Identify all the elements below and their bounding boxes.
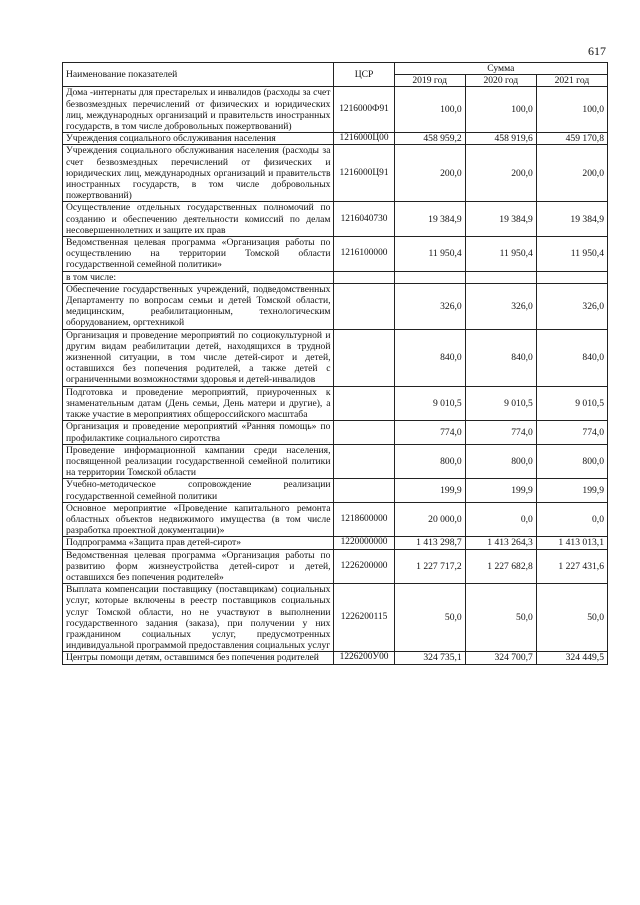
row-name-cell: Проведение информационной кампании среди населения, посвященной реализации государственной семейной политики на территории Томской области xyxy=(63,444,334,479)
row-name-cell: Дома -интернаты для престарелых и инвалидов (расходы за счет безвозмездных перечислений от физических и юридических лиц, международных организаций и правительств иностранных государств, в том числе добровольных пожертвований) xyxy=(63,87,334,133)
row-value-2019: 326,0 xyxy=(394,283,465,329)
row-name-cell: Основное мероприятие «Проведение капитального ремонта областных объектов недвижимого имущества (в том числе разработка проектной документации)» xyxy=(63,502,334,537)
row-value-2019: 100,0 xyxy=(394,87,465,133)
row-code-cell: 1216000Ф91 xyxy=(334,87,394,133)
row-code-cell xyxy=(334,479,394,502)
row-value-2019: 50,0 xyxy=(394,584,465,652)
row-name-cell: Учреждения социального обслуживания населения xyxy=(63,133,334,145)
row-value-2019: 11 950,4 xyxy=(394,237,465,272)
row-name-cell: Обеспечение государственных учреждений, подведомственных Департаменту по вопросам семьи и детей Томской области, медицинским, реабилитационным, технологическим оборудованием, оргтехникой xyxy=(63,283,334,329)
table-row xyxy=(63,133,608,145)
row-name-cell: Учреждения социального обслуживания населения (расходы за счет безвозмездных перечислений от физических и юридических лиц, международных организаций и правительств иностранных государств, в том числе добровольных пожертвований) xyxy=(63,145,334,202)
row-value-2020: 326,0 xyxy=(465,283,536,329)
row-code-cell: 1216000Ц91 xyxy=(334,145,394,202)
table-row xyxy=(63,386,608,421)
row-value-2019: 19 384,9 xyxy=(394,202,465,237)
row-value-2021: 1 413 013,1 xyxy=(536,537,607,549)
header-sum: Сумма xyxy=(394,63,607,75)
table-row xyxy=(63,329,608,386)
row-value-2020: 774,0 xyxy=(465,421,536,444)
row-value-2019: 774,0 xyxy=(394,421,465,444)
row-code-cell xyxy=(334,283,394,329)
table-row xyxy=(63,584,608,652)
row-value-2021: 9 010,5 xyxy=(536,386,607,421)
table-row xyxy=(63,479,608,502)
table-row xyxy=(63,444,608,479)
row-value-2021: 19 384,9 xyxy=(536,202,607,237)
row-code-cell xyxy=(334,386,394,421)
row-value-2019: 199,9 xyxy=(394,479,465,502)
row-value-2020 xyxy=(465,271,536,283)
row-code-cell: 1226200000 xyxy=(334,549,394,584)
row-value-2020: 19 384,9 xyxy=(465,202,536,237)
row-value-2021 xyxy=(536,271,607,283)
row-value-2020: 840,0 xyxy=(465,329,536,386)
row-code-cell: 1216040730 xyxy=(334,202,394,237)
row-value-2019: 9 010,5 xyxy=(394,386,465,421)
row-value-2019: 458 959,2 xyxy=(394,133,465,145)
row-value-2019: 324 735,1 xyxy=(394,652,465,664)
row-value-2020: 200,0 xyxy=(465,145,536,202)
row-code-cell: 1220000000 xyxy=(334,537,394,549)
row-code-cell: 1226200У00 xyxy=(334,652,394,664)
row-value-2021: 326,0 xyxy=(536,283,607,329)
table-row xyxy=(63,421,608,444)
table-row xyxy=(63,549,608,584)
header-name: Наименование показателей xyxy=(63,63,334,87)
row-value-2020: 1 227 682,8 xyxy=(465,549,536,584)
row-value-2020: 1 413 264,3 xyxy=(465,537,536,549)
page-number: 617 xyxy=(588,44,606,58)
row-value-2020: 9 010,5 xyxy=(465,386,536,421)
row-value-2021: 200,0 xyxy=(536,145,607,202)
row-value-2021: 324 449,5 xyxy=(536,652,607,664)
row-value-2020: 100,0 xyxy=(465,87,536,133)
table-body xyxy=(63,87,608,664)
table-row xyxy=(63,202,608,237)
row-name-cell: Ведомственная целевая программа «Организация работы по развитию форм жизнеустройства детей-сирот и детей, оставшихся без попечения родителей» xyxy=(63,549,334,584)
header-year-2021: 2021 год xyxy=(536,75,607,87)
header-code: ЦСР xyxy=(334,63,394,87)
table-row xyxy=(63,283,608,329)
table-row xyxy=(63,87,608,133)
row-code-cell xyxy=(334,421,394,444)
row-value-2021: 774,0 xyxy=(536,421,607,444)
row-name-cell: Выплата компенсации поставщику (поставщикам) социальных услуг, которые включены в реестр поставщиков социальных услуг Томской области, но не участвуют в выполнении государственного задания (заказа), при получении у них гражданином социальных услуг, предусмотренных индивидуальной программой предоставления социальных услуг xyxy=(63,584,334,652)
row-code-cell: 1216100000 xyxy=(334,237,394,272)
row-name-cell: Организация и проведение мероприятий по социокультурной и другим видам реабилитации детей, находящихся в трудной жизненной ситуации, в том числе детей-сирот и детей, оставшихся без попечения родителей, а также детей с ограниченными возможностями здоровья и детей-инвалидов xyxy=(63,329,334,386)
row-value-2021: 800,0 xyxy=(536,444,607,479)
row-value-2020: 800,0 xyxy=(465,444,536,479)
row-name-cell: Организация и проведение мероприятий «Ранняя помощь» по профилактике социального сиротства xyxy=(63,421,334,444)
row-value-2020: 199,9 xyxy=(465,479,536,502)
table-row xyxy=(63,537,608,549)
row-value-2019: 20 000,0 xyxy=(394,502,465,537)
row-code-cell xyxy=(334,271,394,283)
row-value-2019: 200,0 xyxy=(394,145,465,202)
row-value-2021: 0,0 xyxy=(536,502,607,537)
row-value-2021: 50,0 xyxy=(536,584,607,652)
table-row xyxy=(63,271,608,283)
row-value-2021: 100,0 xyxy=(536,87,607,133)
table-row xyxy=(63,145,608,202)
row-value-2020: 11 950,4 xyxy=(465,237,536,272)
row-value-2021: 1 227 431,6 xyxy=(536,549,607,584)
row-value-2021: 11 950,4 xyxy=(536,237,607,272)
row-value-2021: 199,9 xyxy=(536,479,607,502)
row-value-2019: 1 227 717,2 xyxy=(394,549,465,584)
row-code-cell: 1218600000 xyxy=(334,502,394,537)
table-row xyxy=(63,502,608,537)
budget-table xyxy=(62,62,608,665)
row-value-2019: 1 413 298,7 xyxy=(394,537,465,549)
table-row xyxy=(63,652,608,664)
row-name-cell: Подготовка и проведение мероприятий, приуроченных к знаменательным датам (День семьи, День матери и другие), а также участие в мероприятиях общероссийского масштаба xyxy=(63,386,334,421)
row-code-cell: 1226200115 xyxy=(334,584,394,652)
row-value-2020: 458 919,6 xyxy=(465,133,536,145)
row-value-2019: 840,0 xyxy=(394,329,465,386)
header-year-2020: 2020 год xyxy=(465,75,536,87)
row-value-2019 xyxy=(394,271,465,283)
row-name-cell: Ведомственная целевая программа «Организация работы по осуществлению на территории Томской области государственной семейной политики» xyxy=(63,237,334,272)
table-header-row xyxy=(63,63,608,75)
row-name-cell: Центры помощи детям, оставшимся без попечения родителей xyxy=(63,652,334,664)
row-value-2020: 50,0 xyxy=(465,584,536,652)
table-row xyxy=(63,237,608,272)
row-name-cell: Учебно-методическое сопровождение реализации государственной семейной политики xyxy=(63,479,334,502)
row-value-2021: 840,0 xyxy=(536,329,607,386)
row-code-cell xyxy=(334,444,394,479)
header-year-2019: 2019 год xyxy=(394,75,465,87)
row-value-2021: 459 170,8 xyxy=(536,133,607,145)
row-value-2019: 800,0 xyxy=(394,444,465,479)
row-value-2020: 0,0 xyxy=(465,502,536,537)
row-name-cell: в том числе: xyxy=(63,271,334,283)
row-name-cell: Подпрограмма «Защита прав детей-сирот» xyxy=(63,537,334,549)
row-name-cell: Осуществление отдельных государственных полномочий по созданию и обеспечению деятельности комиссий по делам несовершеннолетних и защите их прав xyxy=(63,202,334,237)
row-code-cell: 1216000Ц00 xyxy=(334,133,394,145)
row-code-cell xyxy=(334,329,394,386)
row-value-2020: 324 700,7 xyxy=(465,652,536,664)
